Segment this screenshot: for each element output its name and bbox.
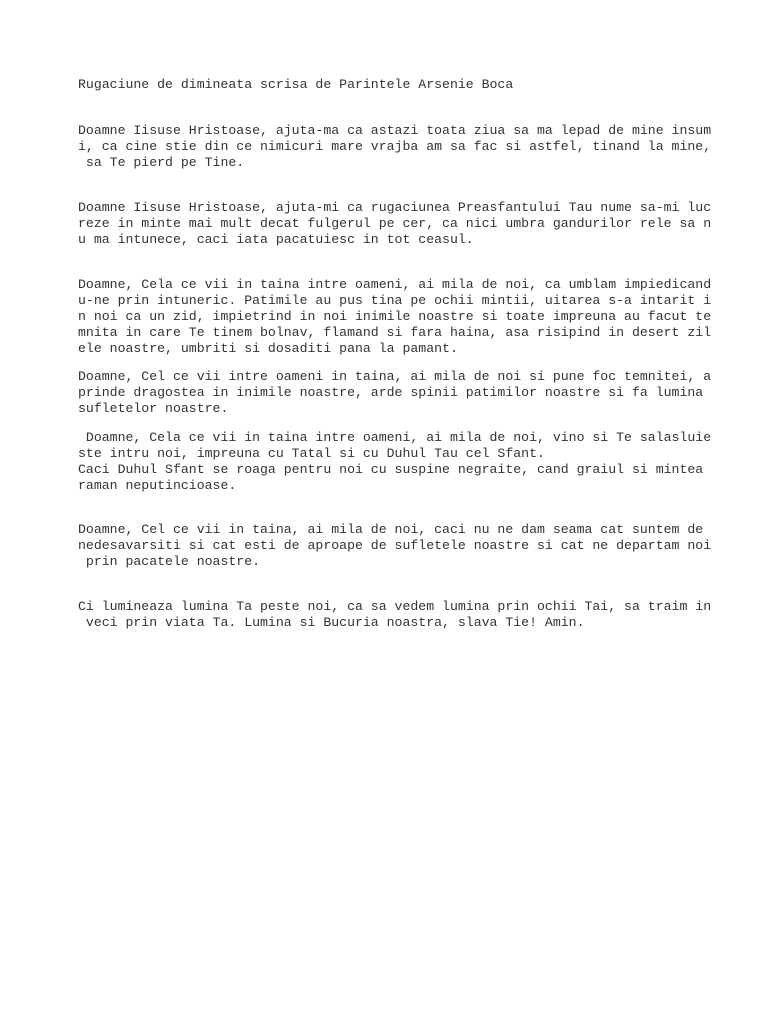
paragraph-1-line-1: Doamne Iisuse Hristoase, ajuta-ma ca astazi toata ziua sa ma lepad de mine insum [78, 123, 712, 138]
paragraph-6-line-2: nedesavarsiti si cat esti de aproape de sufletele noastre si cat ne departam noi [78, 538, 712, 553]
paragraph-3-line-1: Doamne, Cela ce vii in taina intre oameni, ai mila de noi, ca umblam impiedicand [78, 277, 712, 292]
paragraph-5-line-1: Doamne, Cela ce vii in taina intre oameni, ai mila de noi, vino si Te salasluie [78, 430, 712, 445]
paragraph-7-line-1: Ci lumineaza lumina Ta peste noi, ca sa vedem lumina prin ochii Tai, sa traim in [78, 599, 712, 614]
paragraph-7-line-2: veci prin viata Ta. Lumina si Bucuria noastra, slava Tie! Amin. [78, 615, 585, 630]
paragraph-3-line-4: mnita in care Te tinem bolnav, flamand si fara haina, asa risipind in desert zil [78, 325, 712, 340]
paragraph-6-line-3: prin pacatele noastre. [78, 554, 261, 569]
document-title: Rugaciune de dimineata scrisa de Parintele Arsenie Boca [78, 77, 514, 92]
paragraph-3-line-5: ele noastre, umbriti si dosaditi pana la pamant. [78, 341, 458, 356]
paragraph-5-line-4: raman neputincioase. [78, 478, 237, 493]
paragraph-6-line-1: Doamne, Cel ce vii in taina, ai mila de noi, caci nu ne dam seama cat suntem de [78, 522, 704, 537]
paragraph-3-line-3: n noi ca un zid, impietrind in noi inimile noastre si toate impreuna au facut te [78, 309, 712, 324]
paragraph-4-line-1: Doamne, Cel ce vii intre oameni in taina, ai mila de noi si pune foc temnitei, a [78, 369, 712, 384]
paragraph-2-line-1: Doamne Iisuse Hristoase, ajuta-mi ca rugaciunea Preasfantului Tau nume sa-mi luc [78, 200, 712, 215]
paragraph-5-line-2: ste intru noi, impreuna cu Tatal si cu Duhul Tau cel Sfant. [78, 446, 545, 461]
paragraph-2-line-3: u ma intunece, caci iata pacatuiesc in tot ceasul. [78, 232, 474, 247]
paragraph-1-line-3: sa Te pierd pe Tine. [78, 155, 245, 170]
paragraph-4-line-3: sufletelor noastre. [78, 401, 229, 416]
paragraph-2-line-2: reze in minte mai mult decat fulgerul pe cer, ca nici umbra gandurilor rele sa n [78, 216, 712, 231]
paragraph-4-line-2: prinde dragostea in inimile noastre, arde spinii patimilor noastre si fa lumina [78, 385, 704, 400]
paragraph-3-line-2: u-ne prin intuneric. Patimile au pus tina pe ochii mintii, uitarea s-a intarit i [78, 293, 712, 308]
paragraph-1-line-2: i, ca cine stie din ce nimicuri mare vrajba am sa fac si astfel, tinand la mine, [78, 139, 712, 154]
paragraph-5-line-3: Caci Duhul Sfant se roaga pentru noi cu suspine negraite, cand graiul si mintea [78, 462, 704, 477]
